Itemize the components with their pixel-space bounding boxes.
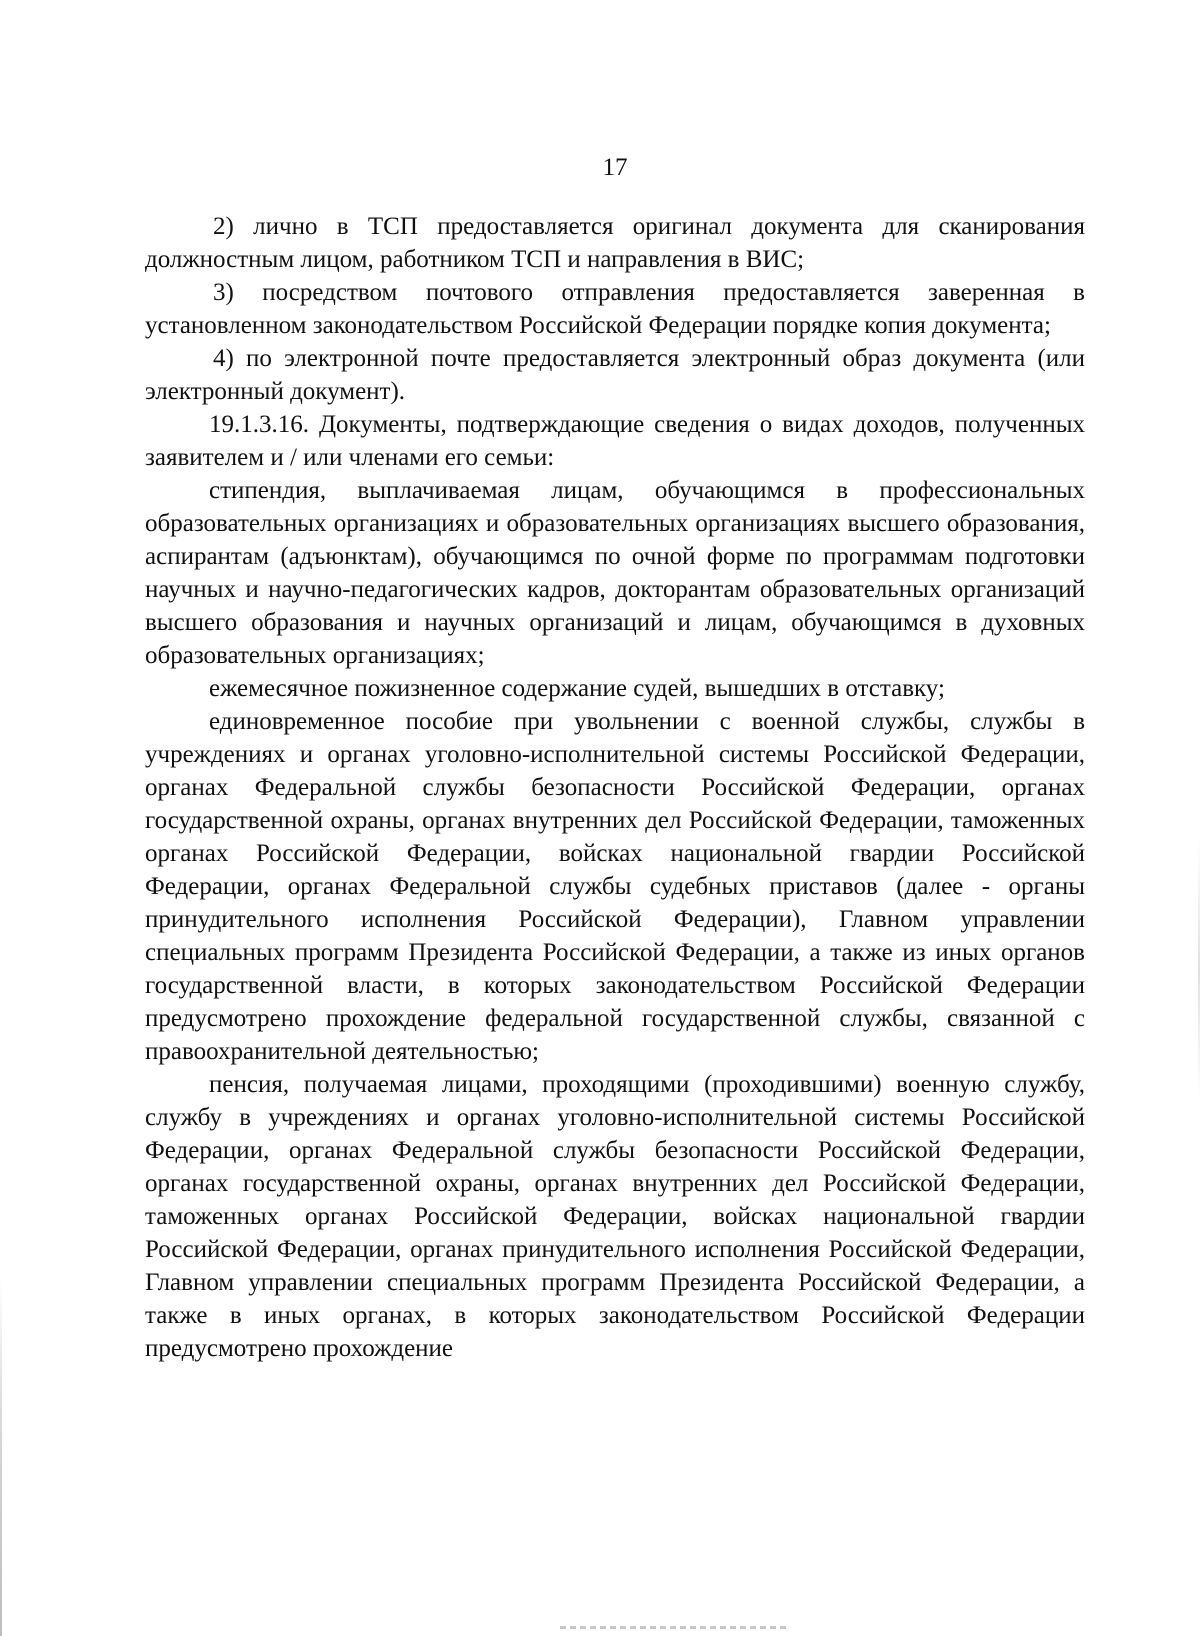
paragraph-item-2: 2) лично в ТСП предоставляется оригинал документа для сканирования должностным лицом, работником ТСП и направления в ВИС; [145, 213, 1085, 273]
document-body [145, 210, 1085, 1365]
page-number: 17 [602, 154, 628, 181]
paragraph-item-3: 3) посредством почтового отправления предоставляется заверенная в установленном законодательством Российской Федерации порядке копия документа; [145, 279, 1085, 339]
paragraph-judges-allowance: ежемесячное пожизненное содержание судей, вышедших в отставку; [209, 675, 945, 702]
paragraph-clause-19-1-3-16: 19.1.3.16. Документы, подтверждающие сведения о видах доходов, полученных заявителем и / или членами его семьи: [145, 411, 1085, 471]
scan-edge-mark [0, 1280, 2, 1636]
paragraph-severance-allowance: единовременное пособие при увольнении с военной службы, службы в учреждениях и органах уголовно-исполнительной системы Российской Федерации, органах Федеральной службы безопасности Российской Федерации, органах государственной охраны, органах внутренних дел Российской Федерации, таможенных органах Российской Федерации, войсках национальной гвардии Российской Федерации, органах Федеральной службы судебных приставов (далее - органы принудительного исполнения Российской Федерации), Главном управлении специальных программ Президента Российской Федерации, а также из иных органов государственной власти, в которых законодательством Российской Федерации предусмотрено прохождение федеральной государственной службы, связанной с правоохранительной деятельностью; [145, 708, 1085, 1065]
paragraph-pension: пенсия, получаемая лицами, проходящими (проходившими) военную службу, службу в учреждениях и органах уголовно-исполнительной системы Российской Федерации, органах Федеральной службы безопасности Российской Федерации, органах государственной охраны, органах внутренних дел Российской Федерации, таможенных органах Российской Федерации, войсках национальной гвардии Российской Федерации, органах принудительного исполнения Российской Федерации, Главном управлении специальных программ Президента Российской Федерации, а также в иных органах, в которых законодательством Российской Федерации предусмотрено прохождение [145, 1071, 1085, 1362]
paragraph-stipend: стипендия, выплачиваемая лицам, обучающимся в профессиональных образовательных организациях и образовательных организациях высшего образования, аспирантам (адъюнктам), обучающимся по очной форме по программам подготовки научных и научно-педагогических кадров, докторантам образовательных организаций высшего образования и научных организаций и лицам, обучающимся в духовных образовательных организациях; [145, 477, 1085, 669]
paragraph-item-4: 4) по электронной почте предоставляется электронный образ документа (или электронный документ). [145, 345, 1085, 405]
scan-edge-mark [560, 1626, 790, 1629]
